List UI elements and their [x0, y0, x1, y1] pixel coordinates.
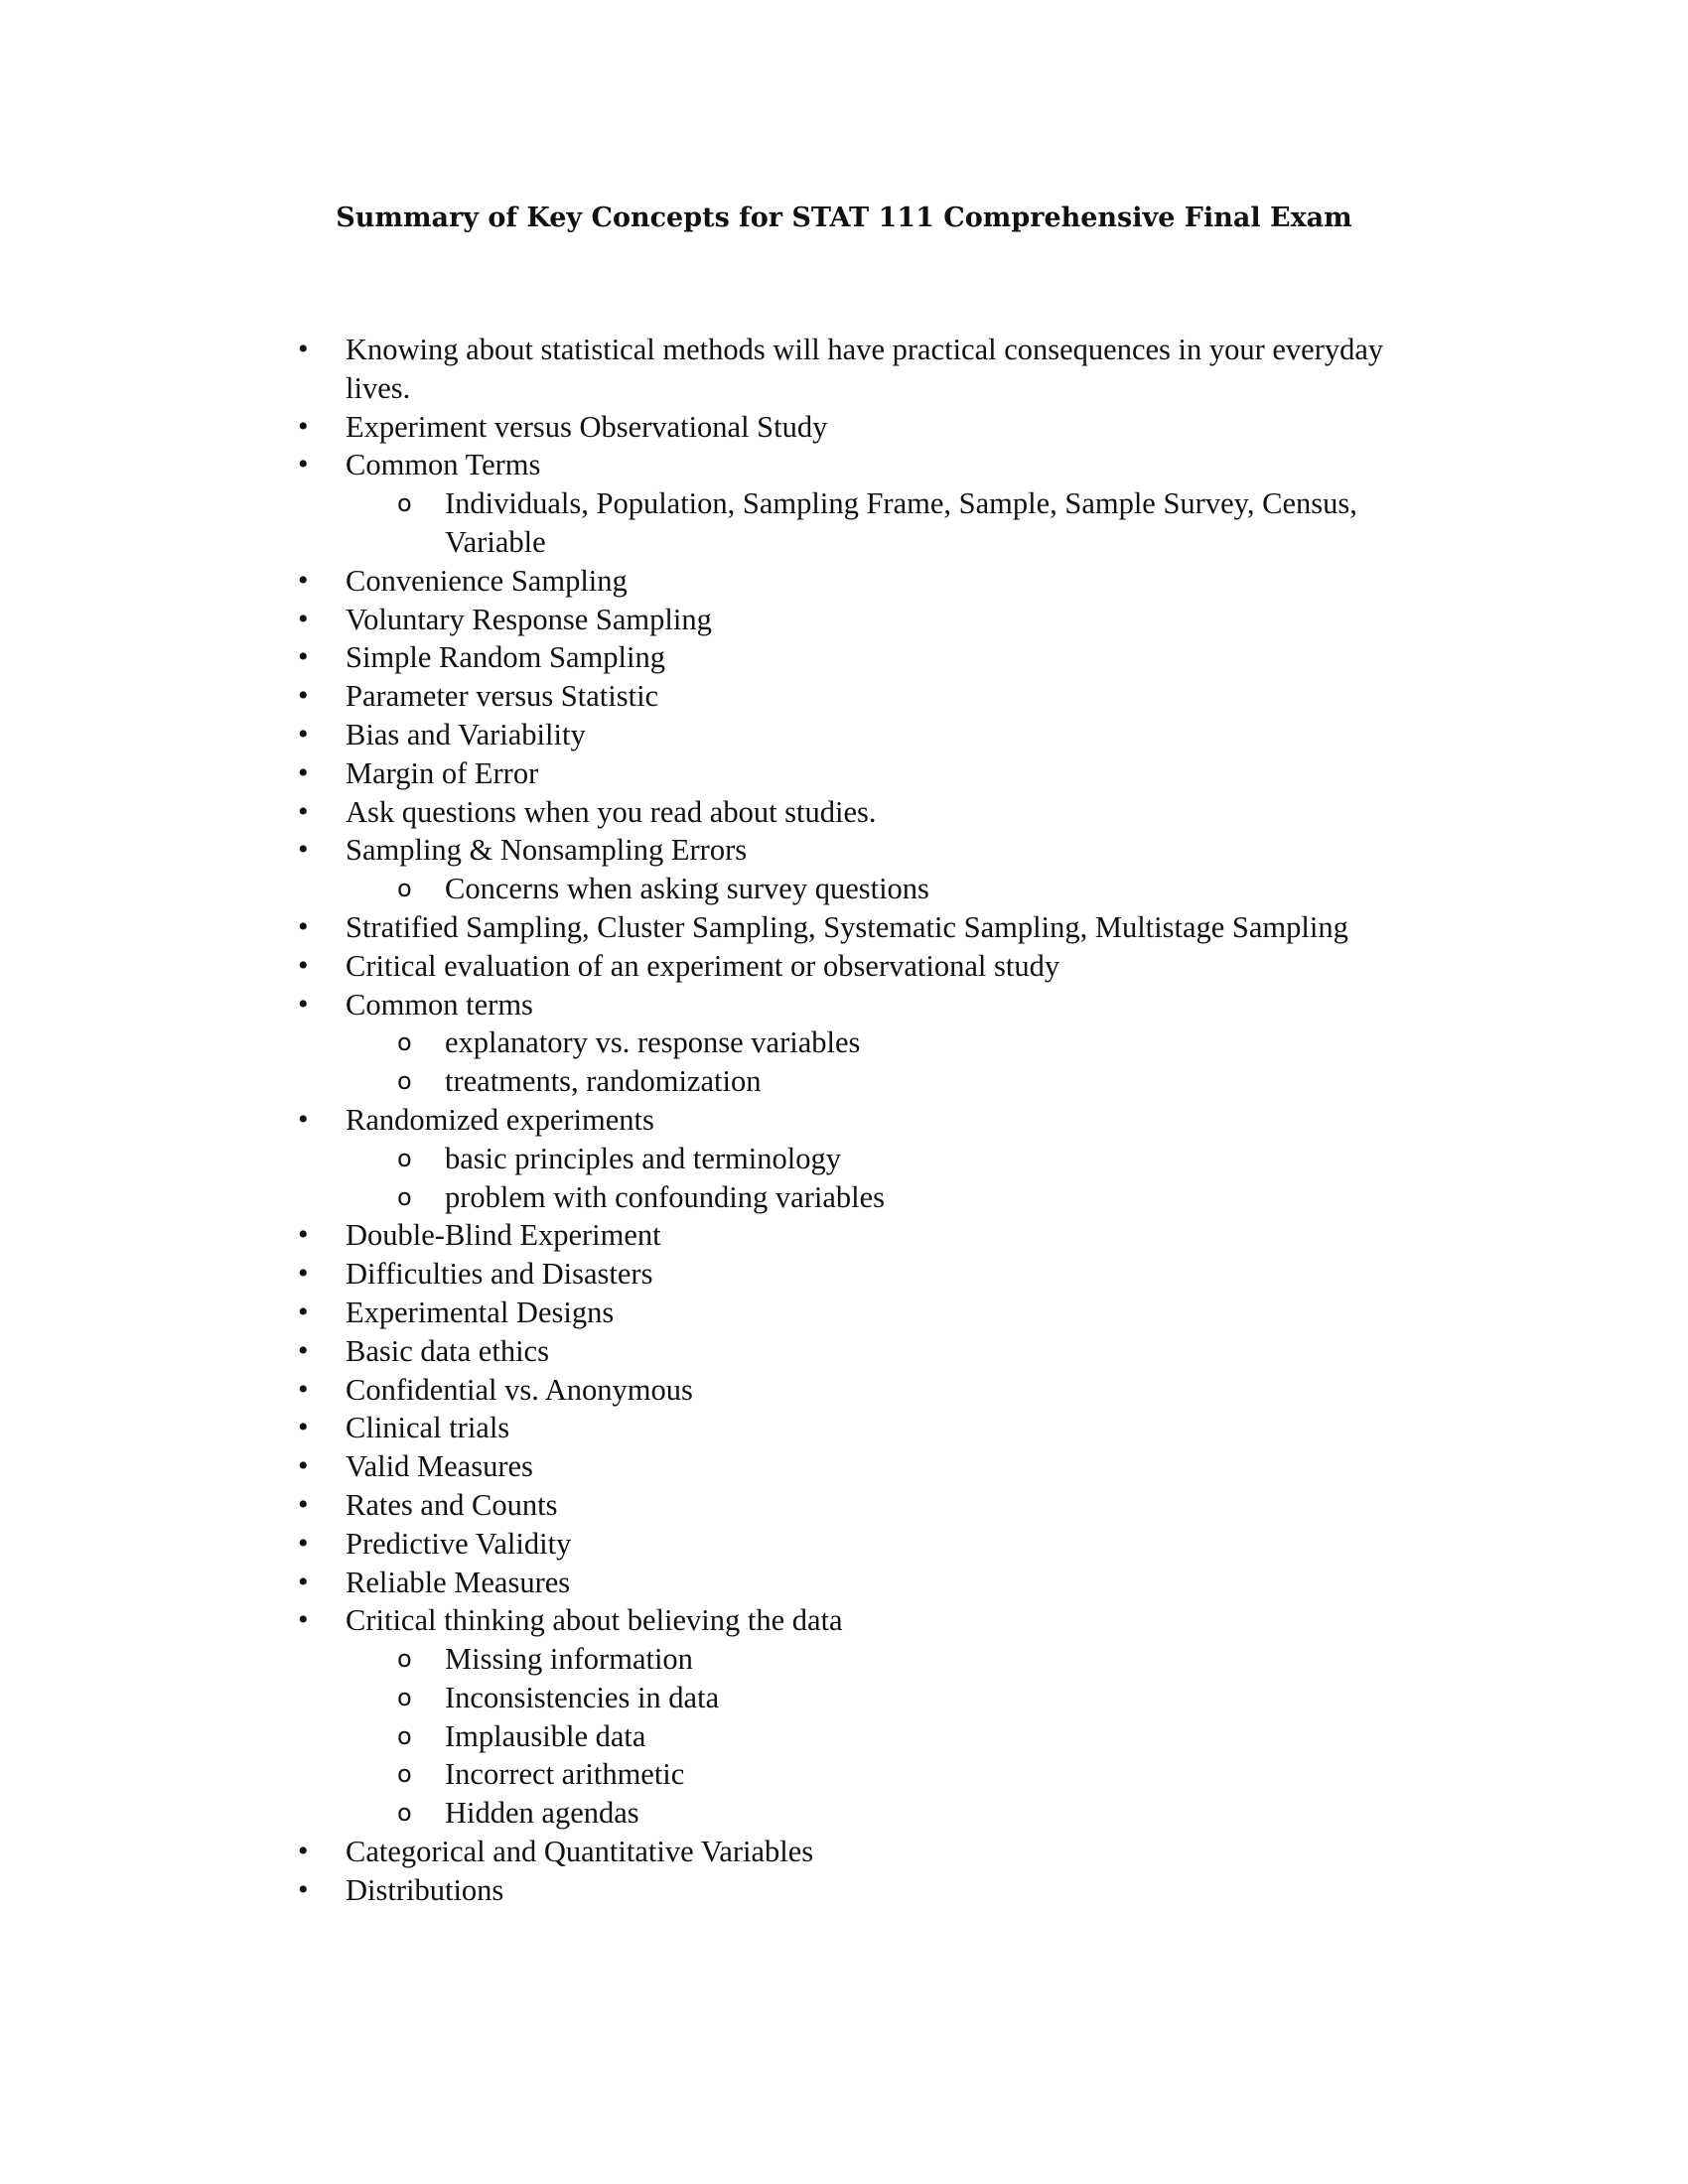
bullet-icon: • [298, 987, 309, 1021]
bullet-icon: • [298, 1526, 309, 1560]
list-item-text: Critical thinking about believing the data [346, 1603, 843, 1638]
sub-list-item-text: explanatory vs. response variables [445, 1025, 861, 1060]
list-item [298, 1101, 1408, 1140]
list-item-text: Common Terms [346, 448, 541, 482]
sub-list-item-text: basic principles and terminology [445, 1141, 841, 1175]
bullet-icon: • [298, 448, 309, 481]
sub-list-item [346, 1140, 1408, 1178]
sub-list-item [346, 1755, 1408, 1794]
list-item-text: Valid Measures [346, 1449, 533, 1484]
sub-list-item [346, 1679, 1408, 1717]
sub-list-item [346, 1717, 1408, 1756]
bullet-icon: • [298, 1295, 309, 1328]
bullet-icon: • [298, 1835, 309, 1868]
sub-list-item-text: treatments, randomization [445, 1064, 762, 1099]
list-item-text: Voluntary Response Sampling [346, 602, 712, 636]
list-item [298, 986, 1408, 1024]
list-item [298, 793, 1408, 832]
list-item-text: Experiment versus Observational Study [346, 409, 828, 444]
list-item-text: Double-Blind Experiment [346, 1218, 661, 1253]
sub-list-item-text: problem with confounding variables [445, 1179, 885, 1214]
list-item-text: Rates and Counts [346, 1487, 558, 1522]
list-item [298, 446, 1408, 484]
page-title: Summary of Key Concepts for STAT 111 Comprehensive Final Exam [336, 203, 1352, 233]
list-item-text: Experimental Designs [346, 1295, 615, 1329]
list-item-text: Simple Random Sampling [346, 640, 665, 675]
list-item-text: Predictive Validity [346, 1526, 572, 1561]
list-item [298, 908, 1408, 947]
sub-list-item [346, 1178, 1408, 1217]
list-item-text: Stratified Sampling, Cluster Sampling, Systematic Sampling, Multistage Sampling [346, 909, 1348, 944]
list-item-text: Critical evaluation of an experiment or observational study [346, 948, 1060, 983]
list-item [298, 716, 1408, 754]
concept-outline [298, 331, 1408, 1910]
list-item [298, 1409, 1408, 1447]
list-item [298, 1216, 1408, 1255]
hollow-bullet-icon: o [397, 489, 412, 518]
list-item [298, 1294, 1408, 1332]
list-item [298, 1371, 1408, 1410]
sub-list-item [346, 1024, 1408, 1062]
sub-list-item [346, 1794, 1408, 1833]
bullet-icon: • [298, 794, 309, 828]
bullet-icon: • [298, 640, 309, 674]
sub-list-item-text: Incorrect arithmetic [445, 1757, 685, 1792]
bullet-icon: • [298, 1449, 309, 1483]
sub-list-item-text: Individuals, Population, Sampling Frame, Sample, Sample Survey, Census, Variable [445, 486, 1357, 559]
bullet-icon: • [298, 563, 309, 597]
list-item-text: Randomized experiments [346, 1102, 654, 1137]
list-item-text: Bias and Variability [346, 717, 586, 751]
list-item-text: Reliable Measures [346, 1565, 571, 1599]
bullet-icon: • [298, 1487, 309, 1521]
hollow-bullet-icon: o [397, 1182, 412, 1211]
list-item-text: Ask questions when you read about studies. [346, 794, 877, 829]
list-item-text: Convenience Sampling [346, 563, 628, 598]
hollow-bullet-icon: o [397, 1721, 412, 1750]
sub-list-item-text: Inconsistencies in data [445, 1680, 720, 1714]
list-item [298, 562, 1408, 601]
list-item [298, 1871, 1408, 1910]
hollow-bullet-icon: o [397, 875, 412, 903]
sub-list-item [346, 1640, 1408, 1679]
list-item-text: Parameter versus Statistic [346, 679, 659, 714]
list-item [298, 331, 1408, 408]
list-item [298, 408, 1408, 447]
list-item [298, 1255, 1408, 1294]
list-item [298, 1525, 1408, 1564]
list-item-text: Difficulties and Disasters [346, 1257, 653, 1292]
sub-list-item-text: Concerns when asking survey questions [445, 872, 929, 906]
bullet-icon: • [298, 1218, 309, 1252]
hollow-bullet-icon: o [397, 1028, 412, 1057]
hollow-bullet-icon: o [397, 1799, 412, 1828]
bullet-icon: • [298, 1565, 309, 1598]
bullet-icon: • [298, 1603, 309, 1637]
sub-list-item-text: Missing information [445, 1642, 693, 1677]
bullet-icon: • [298, 409, 309, 443]
bullet-icon: • [298, 1333, 309, 1367]
list-item-text: Clinical trials [346, 1411, 510, 1445]
bullet-icon: • [298, 755, 309, 789]
list-item-text: Common terms [346, 987, 533, 1022]
list-item-text: Categorical and Quantitative Variables [346, 1835, 814, 1869]
bullet-icon: • [298, 602, 309, 635]
sub-list-item [346, 870, 1408, 908]
list-item [298, 831, 1408, 870]
list-item-text: Knowing about statistical methods will have practical consequences in your everyday lives. [346, 333, 1384, 405]
sub-list-item [346, 1062, 1408, 1101]
sub-list-item-text: Implausible data [445, 1718, 646, 1753]
list-item [298, 1833, 1408, 1871]
list-item [298, 1486, 1408, 1525]
list-item [298, 947, 1408, 986]
bullet-icon: • [298, 1411, 309, 1444]
bullet-icon: • [298, 1872, 309, 1906]
bullet-icon: • [298, 333, 309, 365]
list-item [298, 1601, 1408, 1640]
list-item [298, 638, 1408, 677]
hollow-bullet-icon: o [397, 1760, 412, 1789]
list-item [298, 1447, 1408, 1486]
list-item [298, 754, 1408, 793]
sub-list-item-text: Hidden agendas [445, 1796, 639, 1831]
list-item [298, 1564, 1408, 1602]
hollow-bullet-icon: o [397, 1683, 412, 1711]
list-item-text: Basic data ethics [346, 1333, 549, 1368]
list-item-text: Sampling & Nonsampling Errors [346, 833, 748, 868]
bullet-icon: • [298, 1102, 309, 1136]
bullet-icon: • [298, 909, 309, 943]
bullet-icon: • [298, 679, 309, 713]
bullet-icon: • [298, 1257, 309, 1291]
list-item-text: Distributions [346, 1872, 504, 1907]
bullet-icon: • [298, 833, 309, 867]
list-item [298, 601, 1408, 639]
sub-list-item [346, 484, 1408, 562]
list-item [298, 1332, 1408, 1371]
list-item-text: Margin of Error [346, 755, 539, 790]
list-item-text: Confidential vs. Anonymous [346, 1372, 693, 1407]
hollow-bullet-icon: o [397, 1067, 412, 1096]
bullet-icon: • [298, 948, 309, 982]
bullet-icon: • [298, 717, 309, 751]
hollow-bullet-icon: o [397, 1645, 412, 1674]
hollow-bullet-icon: o [397, 1144, 412, 1172]
list-item [298, 677, 1408, 716]
bullet-icon: • [298, 1372, 309, 1406]
